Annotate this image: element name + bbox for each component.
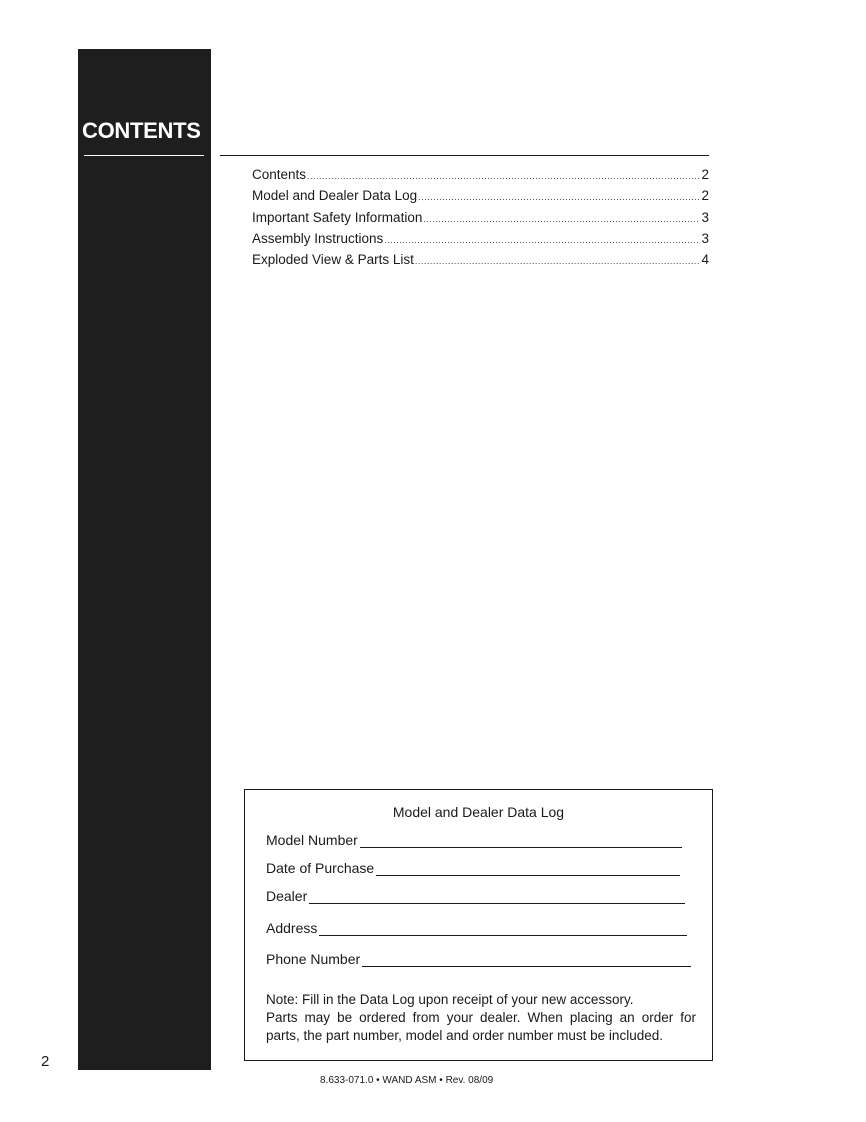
address-input[interactable] — [319, 922, 687, 936]
model-number-input[interactable] — [360, 834, 682, 848]
toc-entry-title: Exploded View & Parts List — [252, 252, 414, 268]
toc-entry-title: Model and Dealer Data Log — [252, 188, 418, 204]
note-line: Note: Fill in the Data Log upon receipt of your new accessory. — [266, 992, 634, 1007]
toc-entry-title: Important Safety Information — [252, 209, 423, 225]
date-of-purchase-input[interactable] — [376, 862, 680, 876]
toc-dot-leader — [423, 214, 700, 224]
field-label: Address — [266, 920, 318, 936]
phone-number-input[interactable] — [362, 953, 691, 967]
toc-entry-title: Contents — [252, 167, 307, 182]
data-log-box — [244, 789, 713, 1061]
toc-entry-safety[interactable] — [252, 210, 709, 231]
toc-dot-leader — [415, 256, 701, 266]
model-number-field — [266, 832, 682, 848]
toc-dot-leader — [418, 192, 700, 202]
dealer-field — [266, 888, 685, 904]
toc-dot-leader — [384, 235, 700, 245]
toc-dot-leader — [307, 171, 700, 181]
page-title: CONTENTS — [82, 118, 201, 143]
toc-entry-page: 3 — [701, 230, 709, 246]
address-field — [266, 920, 687, 936]
toc-entry-assembly[interactable] — [252, 231, 709, 252]
toc-entry-title: Assembly Instructions — [252, 230, 384, 246]
footer-doc-id: 8.633-071.0 • WAND ASM • Rev. 08/09 — [320, 1075, 494, 1086]
data-log-title: Model and Dealer Data Log — [392, 804, 565, 820]
field-label: Model Number — [266, 832, 358, 848]
section-divider — [220, 155, 709, 156]
phone-number-field — [266, 951, 691, 967]
toc-entry-data-log[interactable] — [252, 188, 709, 209]
field-label: Phone Number — [266, 951, 361, 967]
table-of-contents — [252, 167, 709, 273]
date-of-purchase-field — [266, 860, 680, 876]
toc-entry-page: 4 — [701, 252, 709, 268]
toc-entry-exploded-view[interactable] — [252, 252, 709, 273]
field-label: Date of Purchase — [266, 860, 375, 876]
toc-entry-contents[interactable] — [252, 167, 709, 188]
title-underline — [84, 155, 204, 156]
sidebar-band — [78, 49, 211, 1070]
field-label: Dealer — [266, 888, 308, 904]
dealer-input[interactable] — [309, 890, 685, 904]
note-line: Parts may be ordered from your dealer. When placing an order for — [266, 1010, 696, 1025]
data-log-note — [266, 991, 696, 1045]
note-line: parts, the part number, model and order number must be included. — [266, 1028, 663, 1043]
toc-entry-page: 2 — [701, 167, 709, 182]
page-number: 2 — [41, 1053, 50, 1070]
toc-entry-page: 2 — [701, 188, 709, 204]
toc-entry-page: 3 — [701, 209, 709, 225]
